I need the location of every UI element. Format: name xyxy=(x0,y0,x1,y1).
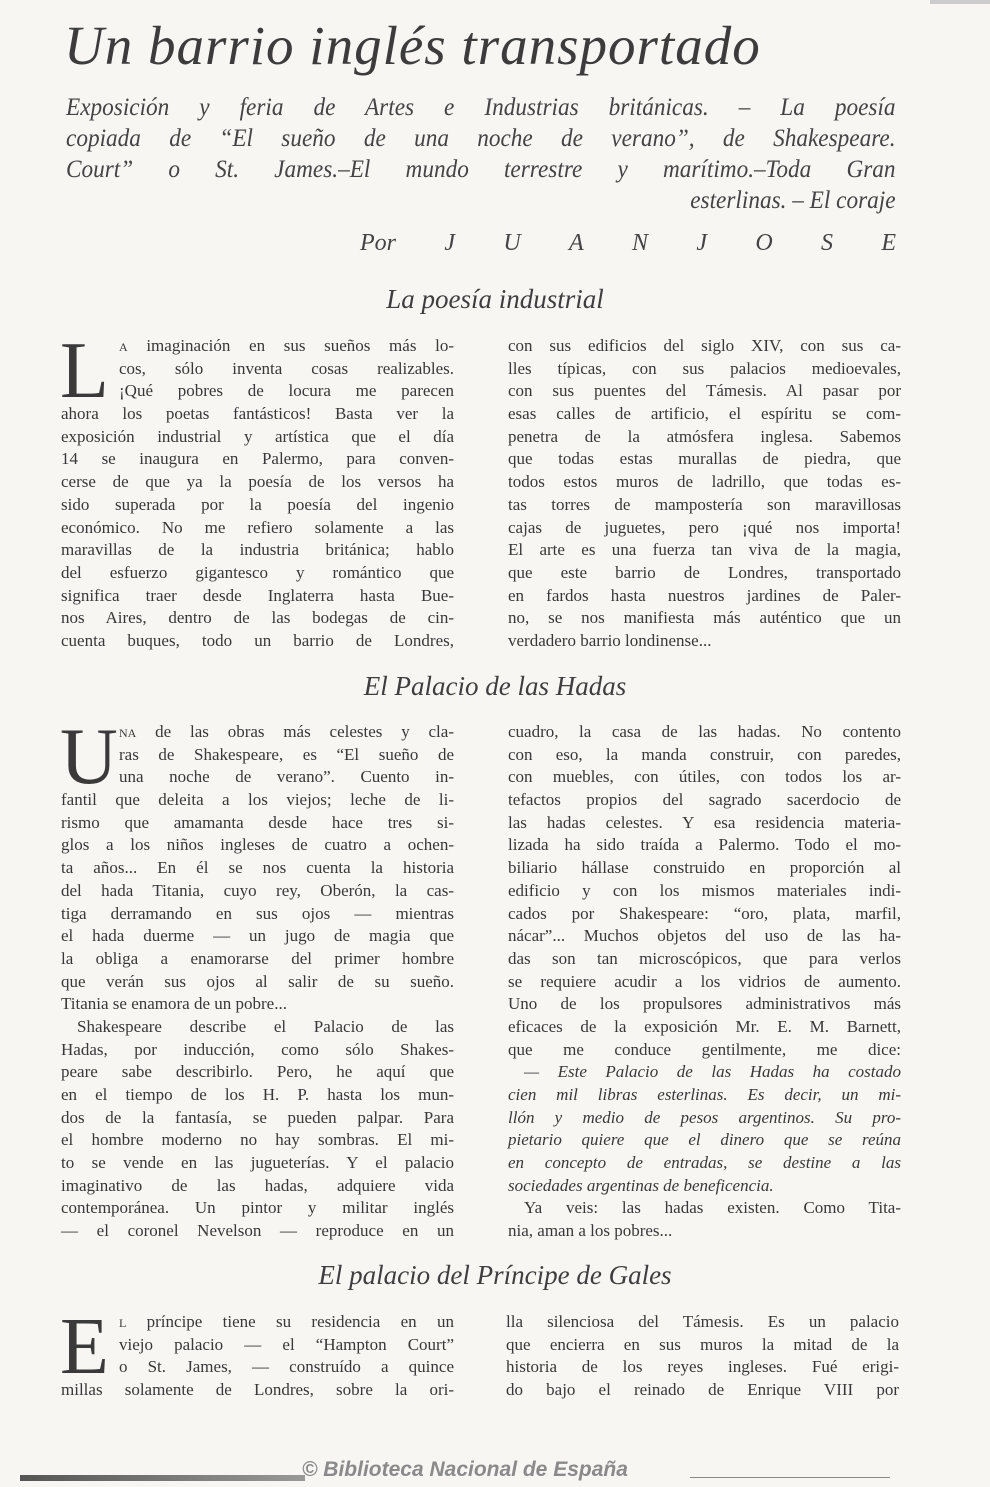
column-right xyxy=(508,721,901,1243)
text-line: lla silenciosa del Támesis. Es un palacio xyxy=(506,1312,899,1331)
text-line: eficaces de la exposición Mr. E. M. Barnett, xyxy=(508,1016,901,1036)
byline-letter: A xyxy=(568,230,584,256)
text-line: 14 se inaugura en Palermo, para conven- xyxy=(61,449,454,469)
text-line: con muebles, con útiles, con todos los ar- xyxy=(508,767,901,787)
text-line: glos a los niños ingleses de cuatro a ochen- xyxy=(61,835,454,855)
text-line: Uno de los propulsores administrativos más xyxy=(508,994,901,1014)
text-line: cuadro, la casa de las hadas. No contento xyxy=(508,722,901,741)
text-line: esas calles de artificio, el espíritu se com- xyxy=(508,404,901,424)
section-heading: El palacio del Príncipe de Gales xyxy=(318,1260,672,1290)
text-line: fantil que deleita a los viejos; leche de li- xyxy=(61,790,454,810)
text-line: cien mil libras esterlinas. Es decir, un mi- xyxy=(508,1085,901,1104)
text-line: significa traer desde Inglaterra hasta Bue- xyxy=(61,585,454,605)
text-line: cos, sólo inventa cosas realizables. xyxy=(119,358,454,378)
text-line: to se vende en las jugueterías. Y el palacio xyxy=(61,1153,454,1173)
text-line: no, se nos manifiesta más auténtico que un xyxy=(508,608,901,628)
text-line: Shakespeare describe el Palacio de las xyxy=(77,1016,454,1036)
text-line: todos estos muros de ladrillo, que todas es- xyxy=(508,472,901,492)
text-line: Ya veis: las hadas existen. Como Tita- xyxy=(524,1198,901,1218)
text-line: lizada ha sido traída a Palermo. Todo el mo- xyxy=(508,835,901,855)
text-line: que me conduce gentilmente, me dice: xyxy=(508,1039,901,1059)
text-line: cerse de que ya la poesía de los versos ha xyxy=(61,472,454,492)
text-line: ras de Shakespeare, es “El sueño de xyxy=(119,744,454,764)
text-line: sido superada por la poesía del ingenio xyxy=(61,494,454,514)
text-line: do bajo el reinado de Enrique VIII por xyxy=(506,1380,899,1400)
small-caps-lead: l xyxy=(119,1312,127,1331)
text-line: ta años... En él se nos cuenta la historia xyxy=(61,858,454,878)
footer-rule-left xyxy=(20,1475,305,1481)
text-line: tefactos propios del sagrado sacerdocio de xyxy=(508,790,901,810)
text-line: del hada Titania, cuyo rey, Oberón, la cas- xyxy=(61,880,454,900)
column-left xyxy=(60,713,454,1243)
text-line: con eso, la manda construir, con paredes, xyxy=(508,744,901,764)
text-line: que encierra en sus muros la mitad de la xyxy=(506,1334,899,1354)
byline-letter: S xyxy=(820,230,833,256)
text-line: en el tiempo de los H. P. hasta los mun- xyxy=(61,1085,454,1104)
text-line: na de las obras más celestes y cla- xyxy=(119,722,454,741)
text-line: ahora los poetas fantásticos! Basta ver la xyxy=(61,404,454,424)
text-line: las hadas celestes. Y esa residencia materia- xyxy=(508,812,901,832)
text-line: historia de los reyes ingleses. Fué erigi- xyxy=(506,1357,899,1377)
text-line: con sus puentes del Támesis. Al pasar por xyxy=(508,381,901,401)
text-line: con sus edificios del siglo XIV, con sus ca- xyxy=(508,336,901,355)
text-line: nácar”... Muchos objetos del uso de las ha- xyxy=(508,926,901,946)
text-line: nos Aires, dentro de las bodegas de cin- xyxy=(61,608,454,628)
text-line: sociedades argentinas de beneficencia. xyxy=(508,1175,774,1195)
article-title: Un barrio inglés transportado xyxy=(64,15,761,76)
scan-edge-mark xyxy=(930,0,990,4)
text-line: exposición industrial y artística que el día xyxy=(61,426,454,446)
text-line: o St. James, — construído a quince xyxy=(119,1357,454,1377)
library-credit: © Biblioteca Nacional de España xyxy=(302,1458,628,1481)
text-line: peare sabe describirlo. Pero, he aquí que xyxy=(61,1062,454,1082)
text-line: edificio y con los mismos materiales indi- xyxy=(508,880,901,900)
byline-letter: U xyxy=(503,230,521,256)
drop-cap: L xyxy=(60,327,109,415)
text-line: del esfuerzo gigantesco y romántico que xyxy=(61,562,454,582)
byline-letter: O xyxy=(755,230,773,256)
subtitle-line: esterlinas. – El coraje xyxy=(690,187,896,214)
text-line: — el coronel Nevelson — reproduce en un xyxy=(61,1221,454,1241)
text-line: una noche de verano”. Cuento in- xyxy=(119,767,454,787)
text-line: l príncipe tiene su residencia en un xyxy=(119,1312,454,1331)
text-line: nia, aman a los pobres... xyxy=(508,1221,673,1241)
text-line: que todas estas murallas de piedra, que xyxy=(508,449,901,469)
text-line: Titania se enamora de un pobre... xyxy=(61,994,287,1014)
text-line: lles típicas, con sus palacios medioevales, xyxy=(508,358,901,378)
text-line: contemporánea. Un pintor y militar inglés xyxy=(61,1198,454,1218)
byline-por: Por xyxy=(360,230,396,256)
column-right xyxy=(508,335,901,653)
text-line: Hadas, por inducción, como sólo Shakes- xyxy=(61,1039,454,1059)
text-line: económico. No me refiero solamente a las xyxy=(61,517,454,537)
text-line: das son tan microscópicos, que para verlos xyxy=(508,948,901,968)
subtitle-line: Exposición y feria de Artes e Industrias británicas. – La poesía xyxy=(66,94,896,121)
text-line: el hada duerme — un jugo de magia que xyxy=(61,926,454,946)
text-line: en concepto de entradas, se destine a las xyxy=(508,1153,901,1173)
byline-letter: J xyxy=(444,230,455,256)
text-line: cajas de juguetes, pero ¡qué nos importa! xyxy=(508,517,901,537)
text-line: viejo palacio — el “Hampton Court” xyxy=(119,1334,454,1354)
text-line: cados por Shakespeare: “oro, plata, marfil, xyxy=(508,903,901,923)
byline-letter: E xyxy=(881,230,896,256)
text-line: El arte es una fuerza tan viva de la magia, xyxy=(508,540,901,560)
text-line: que verán sus ojos al salir de su sueño. xyxy=(61,971,454,991)
text-line: se requiere acudir a los vidrios de aumento. xyxy=(508,971,901,991)
text-line: imaginativo de las hadas, adquiere vida xyxy=(61,1175,454,1195)
text-line: que este barrio de Londres, transportado xyxy=(508,562,901,582)
footer-rule-right xyxy=(690,1477,890,1478)
subtitle-line: copiada de “El sueño de una noche de verano”, de Shakespeare. xyxy=(66,125,896,152)
text-line: penetra de la atmósfera inglesa. Sabemos xyxy=(508,426,901,446)
text-line: cuenta buques, todo un barrio de Londres, xyxy=(61,630,454,650)
small-caps-lead: na xyxy=(119,722,137,741)
section-heading: La poesía industrial xyxy=(386,284,604,314)
text-line: tiga derramando en sus ojos — mientras xyxy=(61,903,454,923)
text-line: verdadero barrio londinense... xyxy=(508,630,712,650)
article-subtitle xyxy=(66,92,896,216)
text-line: tas torres de mampostería son maravillosas xyxy=(508,494,901,514)
text-line: pietario quiere que el dinero que se reúna xyxy=(508,1130,901,1150)
drop-cap: U xyxy=(60,713,118,801)
footer xyxy=(0,1456,990,1486)
text-line: biliario hállase construido en proporción al xyxy=(508,858,901,878)
small-caps-lead: a xyxy=(119,336,128,355)
text-line: millas solamente de Londres, sobre la ori- xyxy=(61,1380,454,1400)
text-line: rismo que amamanta desde hace tres si- xyxy=(61,812,454,832)
text-line: — Este Palacio de las Hadas ha costado xyxy=(524,1062,901,1082)
column-left xyxy=(60,1303,454,1402)
text-line: maravillas de la industria británica; hablo xyxy=(61,540,454,560)
section-heading: El Palacio de las Hadas xyxy=(363,671,627,701)
text-line: en fardos hasta nuestros jardines de Paler- xyxy=(508,585,901,605)
text-line: llón y medio de pesos argentinos. Su pro- xyxy=(508,1107,901,1127)
byline-letter: N xyxy=(631,230,648,256)
text-line: a imaginación en sus sueños más lo- xyxy=(119,336,454,355)
text-line: dos de la fantasía, se pueden palpar. Para xyxy=(61,1107,454,1127)
column-right xyxy=(506,1311,899,1402)
column-left xyxy=(60,327,454,653)
drop-cap: E xyxy=(60,1303,109,1391)
subtitle-line: Court” o St. James.–El mundo terrestre y marítimo.–Toda Gran xyxy=(66,156,896,183)
text-line: el hombre moderno no hay sombras. El mi- xyxy=(61,1130,454,1150)
byline xyxy=(360,230,896,257)
byline-letter: J xyxy=(696,230,707,256)
text-line: ¡Qué pobres de locura me parecen xyxy=(119,381,454,401)
text-line: la obliga a enamorarse del primer hombre xyxy=(61,948,454,968)
